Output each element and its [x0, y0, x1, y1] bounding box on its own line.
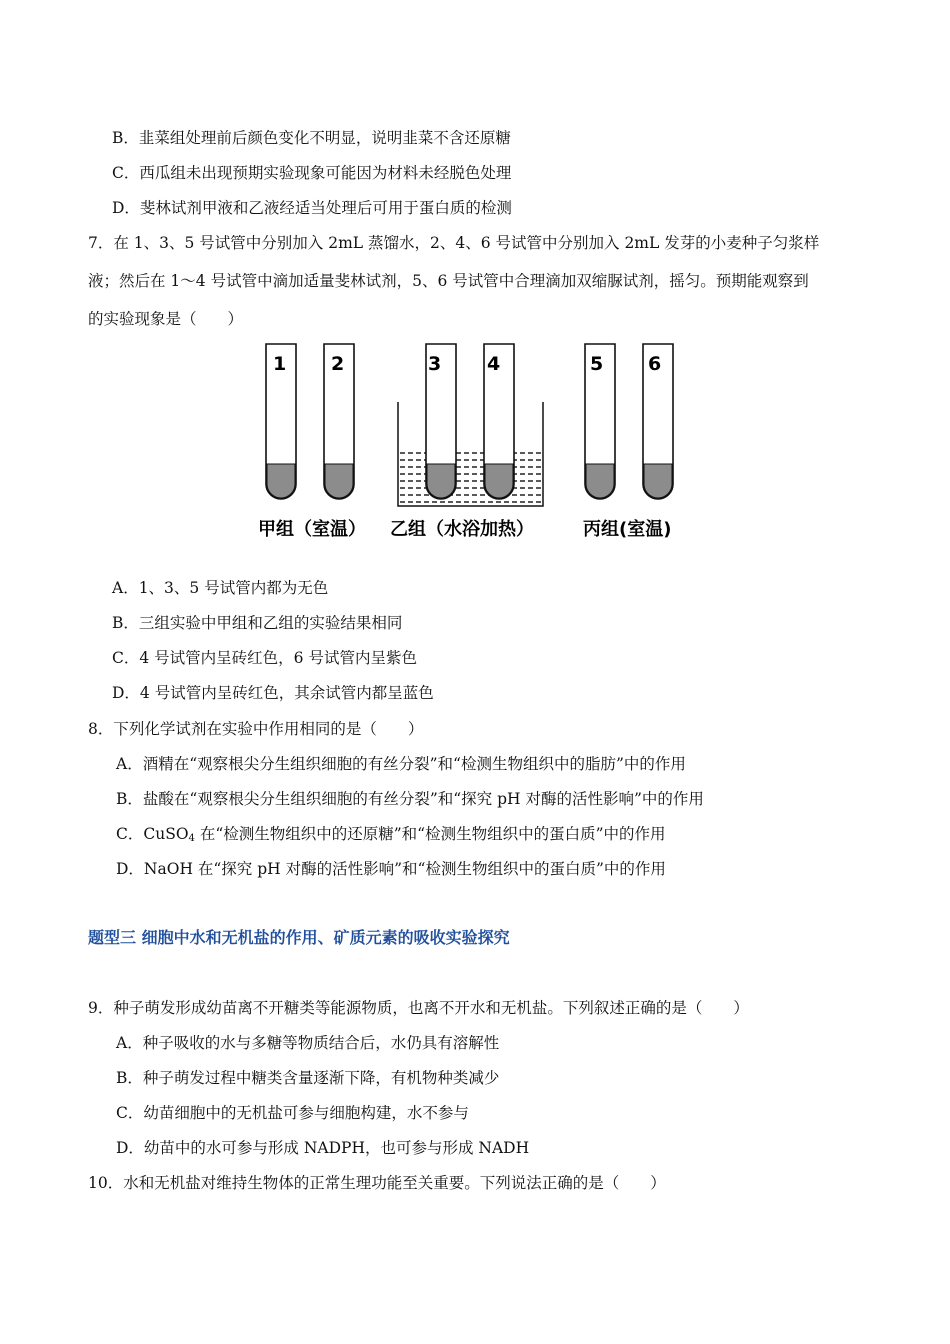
q8-option-c-subscript: 4	[188, 833, 195, 844]
caption-group-jia: 甲组（室温）	[258, 519, 366, 540]
water-bath-beaker	[398, 402, 543, 506]
test-tube-2	[324, 344, 354, 499]
test-tube-6	[643, 344, 673, 499]
q9-stem: 9．种子萌发形成幼苗离不开糖类等能源物质，也离不开水和无机盐。下列叙述正确的是（ ）	[88, 999, 749, 1017]
test-tube-1	[266, 344, 296, 499]
q6-option-b: B．韭菜组处理前后颜色变化不明显，说明韭菜不含还原糖	[112, 129, 511, 147]
q9-option-c: C．幼苗细胞中的无机盐可参与细胞构建，水不参与	[116, 1104, 469, 1122]
q7-stem-line1: 7．在 1、3、5 号试管中分别加入 2mL 蒸馏水，2、4、6 号试管中分别加入 2mL 发芽的小麦种子匀浆样	[88, 234, 820, 252]
q7-option-c: C．4 号试管内呈砖红色，6 号试管内呈紫色	[112, 649, 417, 667]
q9-option-d: D．幼苗中的水可参与形成 NADPH，也可参与形成 NADH	[116, 1139, 530, 1157]
q9-option-a: A．种子吸收的水与多糖等物质结合后，水仍具有溶解性	[116, 1034, 500, 1052]
section-heading: 题型三 细胞中水和无机盐的作用、矿质元素的吸收实验探究	[88, 928, 510, 947]
test-tube-diagram	[250, 338, 700, 550]
tube-label-3: 3	[428, 353, 442, 375]
test-tube-5	[585, 344, 615, 499]
test-tube-figure	[250, 338, 700, 550]
test-tube-3	[426, 344, 456, 499]
tube-label-1: 1	[273, 353, 287, 375]
tube-label-5: 5	[590, 353, 604, 375]
q8-option-c-rest: 在“检测生物组织中的还原糖”和“检测生物组织中的蛋白质”中的作用	[194, 825, 666, 843]
q8-option-c	[116, 823, 666, 850]
q8-option-a: A．酒精在“观察根尖分生组织细胞的有丝分裂”和“检测生物组织中的脂肪”中的作用	[116, 755, 686, 773]
caption-group-bing: 丙组(室温)	[583, 519, 672, 540]
q8-option-d: D．NaOH 在“探究 pH 对酶的活性影响”和“检测生物组织中的蛋白质”中的作用	[116, 860, 666, 878]
test-tube-4	[484, 344, 514, 499]
q8-option-b: B．盐酸在“观察根尖分生组织细胞的有丝分裂”和“探究 pH 对酶的活性影响”中的作用	[116, 790, 704, 808]
tube-label-6: 6	[648, 353, 662, 375]
q7-option-b: B．三组实验中甲组和乙组的实验结果相同	[112, 614, 403, 632]
caption-group-yi: 乙组（水浴加热）	[390, 519, 534, 540]
q7-stem-line3: 的实验现象是（ ）	[88, 310, 244, 328]
q6-option-d: D．斐林试剂甲液和乙液经适当处理后可用于蛋白质的检测	[112, 199, 512, 217]
q7-option-a: A．1、3、5 号试管内都为无色	[112, 579, 329, 597]
q9-option-b: B．种子萌发过程中糖类含量逐渐下降，有机物种类减少	[116, 1069, 500, 1087]
tube-label-4: 4	[487, 353, 501, 375]
q7-stem-line2: 液；然后在 1～4 号试管中滴加适量斐林试剂，5、6 号试管中合理滴加双缩脲试剂，摇匀。预期能观察到	[88, 272, 809, 290]
q6-option-c: C．西瓜组未出现预期实验现象可能因为材料未经脱色处理	[112, 164, 512, 182]
q8-stem: 8．下列化学试剂在实验中作用相同的是（ ）	[88, 720, 424, 738]
q7-option-d: D．4 号试管内呈砖红色，其余试管内都呈蓝色	[112, 684, 434, 702]
tube-label-2: 2	[331, 353, 345, 375]
q8-option-c-prefix: C．CuSO	[116, 825, 189, 843]
q10-stem: 10．水和无机盐对维持生物体的正常生理功能至关重要。下列说法正确的是（ ）	[88, 1174, 666, 1192]
